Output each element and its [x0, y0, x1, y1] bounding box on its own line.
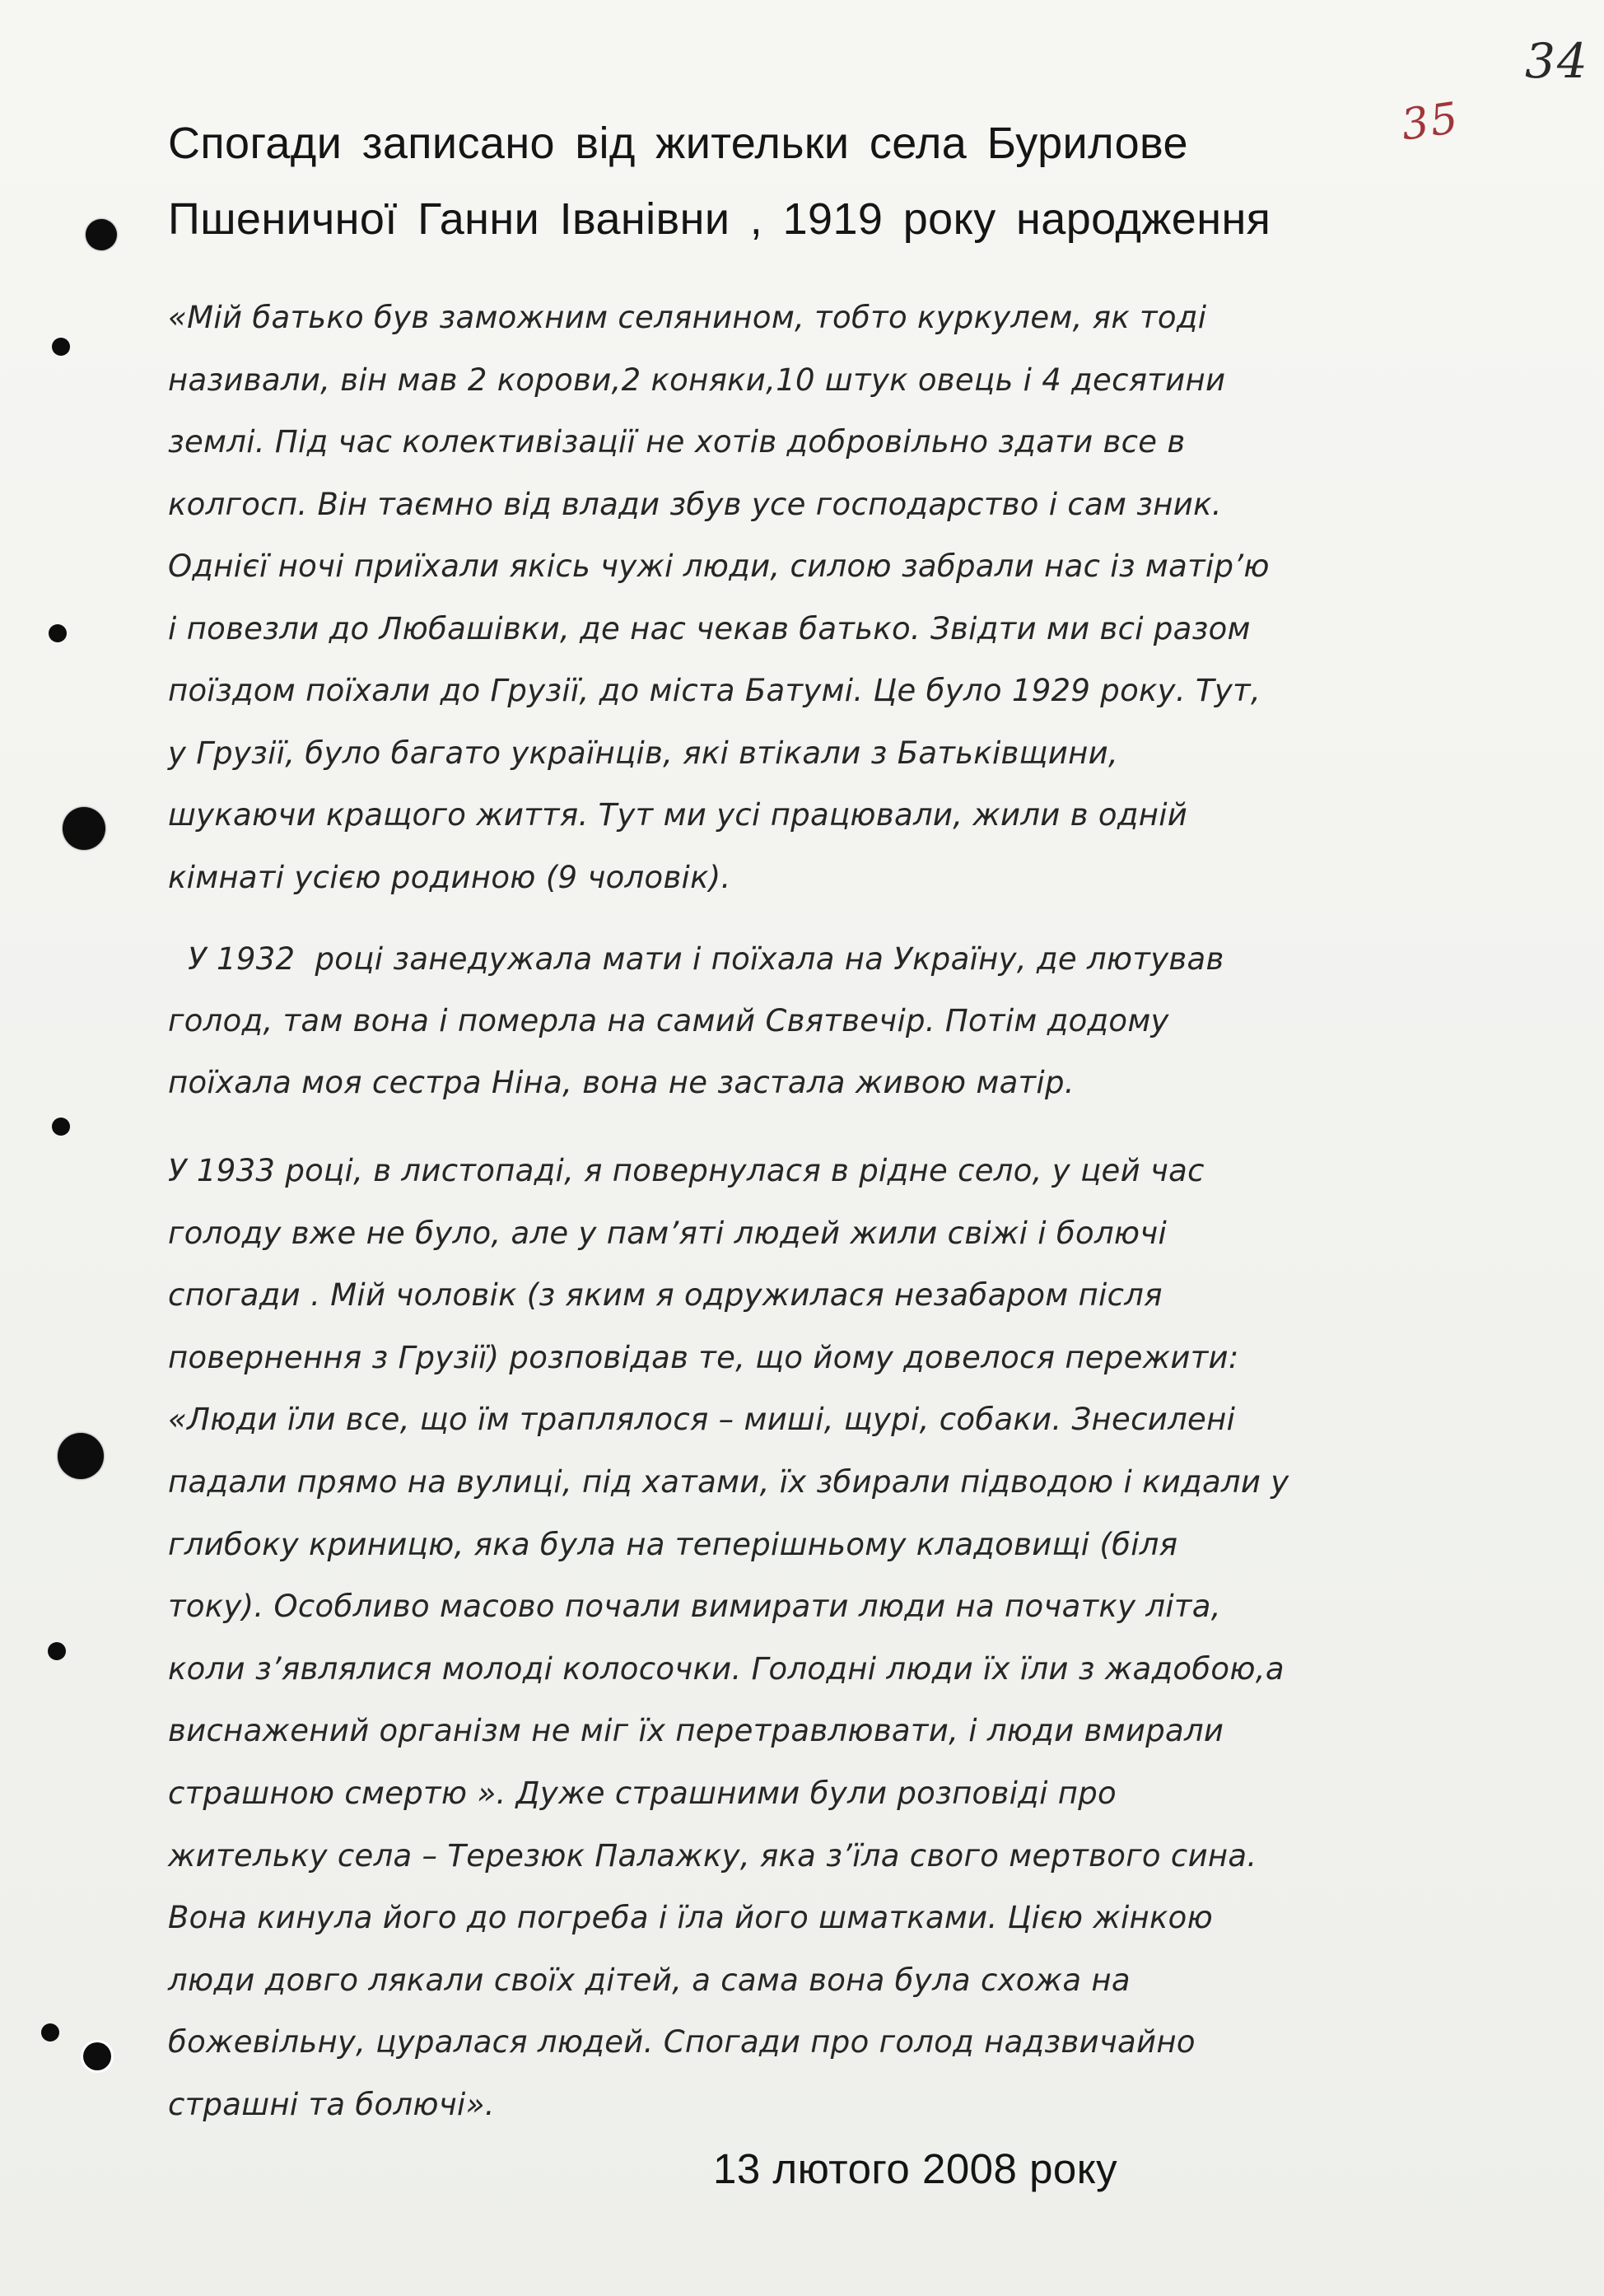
paragraph-2 [168, 928, 1444, 1113]
document-title [168, 105, 1452, 257]
text-line: коли з’являлися молоді колосочки. Голодні люди їх їли з жадобою,а [168, 1650, 1285, 1687]
text-line: кімнаті усією родиною (9 чоловік). [168, 859, 731, 895]
page-number-handwritten: 35 [1398, 93, 1463, 151]
text-line: називали, він мав 2 корови,2 коняки,10 штук овець і 4 десятини [168, 362, 1226, 398]
paragraph-3 [168, 1140, 1444, 2136]
text-line: божевільну, цуралася людей. Спогади про голод надзвичайно [168, 2024, 1196, 2060]
text-line: у Грузії, було багато українців, які втікали з Батьківщини, [168, 735, 1119, 771]
text-line: «Люди їли все, що їм траплялося – миші, щурі, собаки. Знесилені [168, 1402, 1236, 1438]
text-line: землі. Під час колективізації не хотів добровільно здати все в [168, 424, 1186, 460]
text-line: Однієї ночі приїхали якісь чужі люди, силою забрали нас із матір’ю [168, 548, 1270, 584]
punch-hole [58, 1433, 104, 1479]
title-line-1: Спогади записано від жительки села Бурилове [168, 119, 1188, 168]
text-line: виснажений організм не міг їх перетравлювати, і люди вмирали [168, 1713, 1224, 1749]
text-line: голод, там вона і померла на самий Святвечір. Потім додому [168, 1003, 1169, 1038]
text-line: глибоку криницю, яка була на теперішньому кладовищі (біля [168, 1526, 1178, 1562]
text-line: «Мій батько був заможним селянином, тобто куркулем, як тоді [168, 300, 1207, 335]
text-line: колгосп. Він таємно від влади збув усе господарство і сам зник. [168, 486, 1222, 522]
text-line: жительку села – Терезюк Палажку, яка з’їла свого мертвого сина. [168, 1837, 1257, 1874]
text-line: падали прямо на вулиці, під хатами, їх збирали підводою і кидали у [168, 1463, 1289, 1500]
title-line-2: Пшеничної Ганни Іванівни , 1919 року народження [168, 194, 1271, 244]
document-date: 13 лютого 2008 року [713, 2145, 1118, 2192]
text-line: Вона кинула його до погреба і їла його шматками. Цією жінкою [168, 1900, 1214, 1936]
punch-hole [83, 2042, 111, 2070]
text-line: У 1932 році занедужала мати і поїхала на Україну, де лютував [168, 941, 1224, 977]
text-line: і повезли до Любашівки, де нас чекав батько. Звідти ми всі разом [168, 610, 1251, 646]
text-line: спогади . Мій чоловік (з яким я одружилася незабаром після [168, 1277, 1163, 1314]
text-line: поїхала моя сестра Ніна, вона не застала живою матір. [168, 1065, 1075, 1100]
text-line: поїздом поїхали до Грузії, до міста Батумі. Це було 1929 року. Тут, [168, 673, 1261, 708]
punch-hole [49, 624, 67, 642]
text-line: страшні та болючі». [168, 2086, 495, 2122]
punch-hole [52, 1118, 70, 1136]
page-number-stamped: 34 [1525, 33, 1589, 89]
text-line: повернення з Грузії) розповідав те, що йому довелося пережити: [168, 1339, 1239, 1375]
text-line: шукаючи кращого життя. Тут ми усі працювали, жили в одній [168, 797, 1188, 833]
text-line: У 1933 році, в листопаді, я повернулася в рідне село, у цей час [168, 1153, 1205, 1188]
punch-hole [63, 807, 105, 850]
punch-hole [48, 1642, 66, 1660]
text-line: люди довго лякали своїх дітей, а сама вона була схожа на [168, 1962, 1131, 1998]
paragraph-1 [168, 287, 1444, 908]
text-line: току). Особливо масово почали вимирати люди на початку літа, [168, 1589, 1221, 1625]
punch-hole [86, 219, 117, 250]
punch-hole [52, 338, 70, 356]
punch-hole [41, 2023, 59, 2042]
text-line: голоду вже не було, але у пам’яті людей жили свіжі і болючі [168, 1215, 1168, 1251]
text-line: страшною смертю ». Дуже страшними були розповіді про [168, 1775, 1117, 1811]
